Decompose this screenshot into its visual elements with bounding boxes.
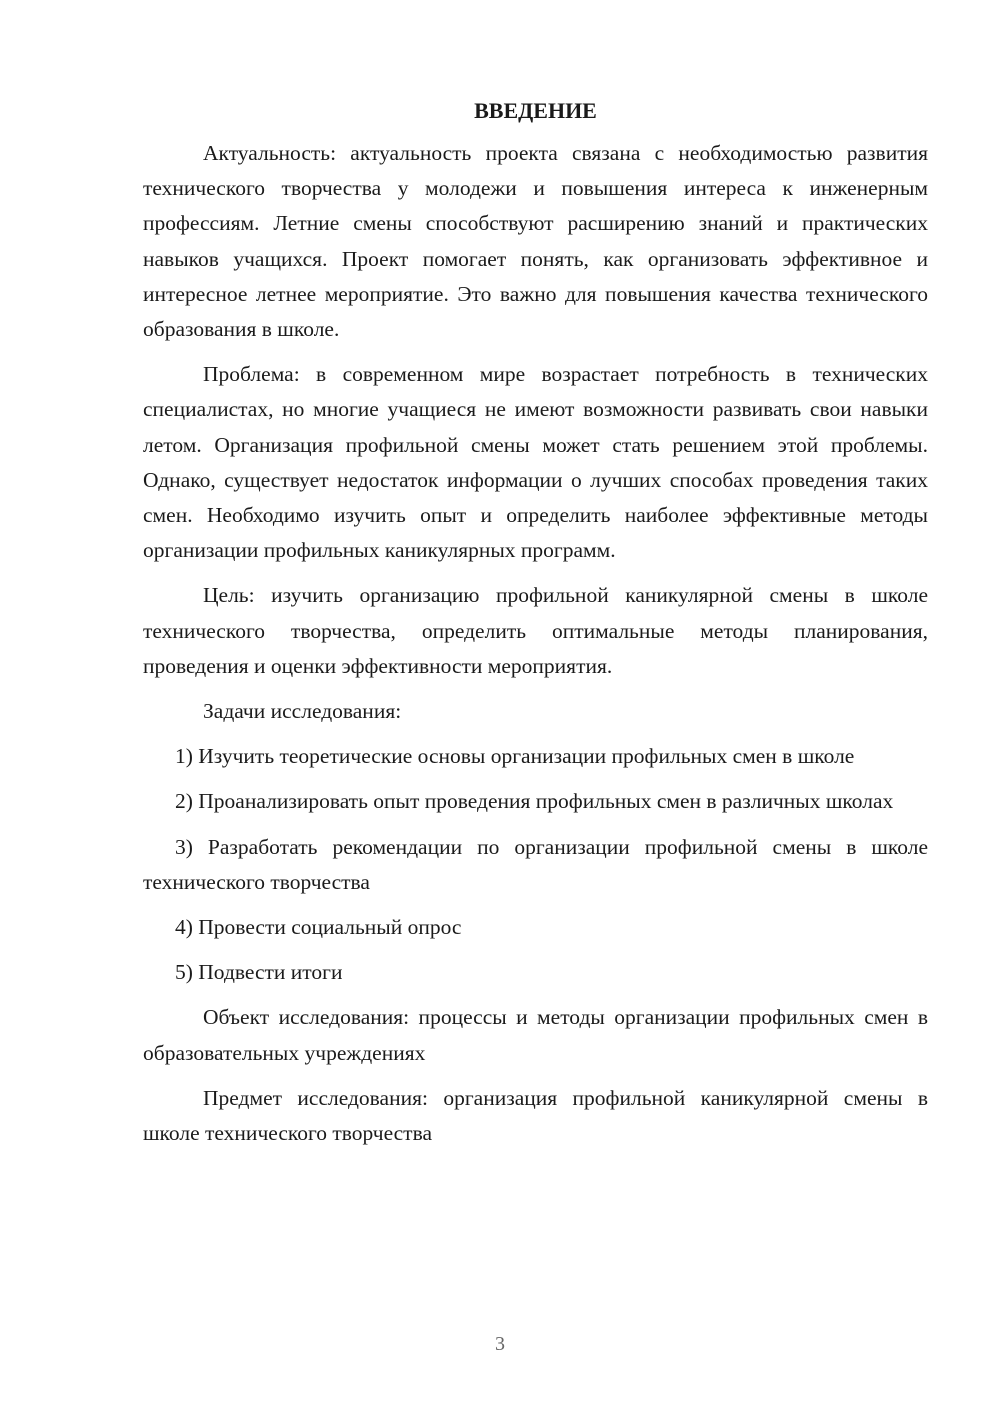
task-item: 1) Изучить теоретические основы организации профильных смен в школе [175,744,855,769]
tasks-list [143,739,928,990]
section-heading: ВВЕДЕНИЕ [474,98,597,123]
paragraph-goal: Цель: изучить организацию профильной каникулярной смены в школе технического творчества, определить оптимальные методы планирования, проведения и оценки эффективности мероприятия. [143,583,928,678]
paragraph-problem: Проблема: в современном мире возрастает потребность в технических специалистах, но многие учащиеся не имеют возможности развивать свои навыки летом. Организация профильной смены может стать решением этой проблемы. Однако, существует недостаток информации о лучших способах проведения таких смен. Необходимо изучить опыт и определить наиболее эффективные методы организации профильных каникулярных программ. [143,362,928,563]
paragraph-object: Объект исследования: процессы и методы организации профильных смен в образовательных учреждениях [143,1005,928,1065]
task-item: 3) Разработать рекомендации по организации профильной смены в школе технического творчества [143,834,928,894]
paragraph-subject: Предмет исследования: организация профильной каникулярной смены в школе технического творчества [143,1085,928,1146]
task-item: 2) Проанализировать опыт проведения профильных смен в различных школах [175,789,894,814]
page-number: 3 [495,1333,505,1355]
document-page [143,96,928,1161]
paragraph-relevance: Актуальность: актуальность проекта связана с необходимостью развития технического творчества у молодежи и повышения интереса к инженерным профессиям. Летние смены способствуют расширению знаний и практических навыков учащихся. Проект помогает понять, как организовать эффективное и интересное летнее мероприятие. Это важно для повышения качества технического образования в школе. [143,141,928,342]
task-item: 4) Провести социальный опрос [175,915,462,940]
paragraph-tasks-intro: Задачи исследования: [203,699,402,724]
task-item: 5) Подвести итоги [175,960,343,985]
